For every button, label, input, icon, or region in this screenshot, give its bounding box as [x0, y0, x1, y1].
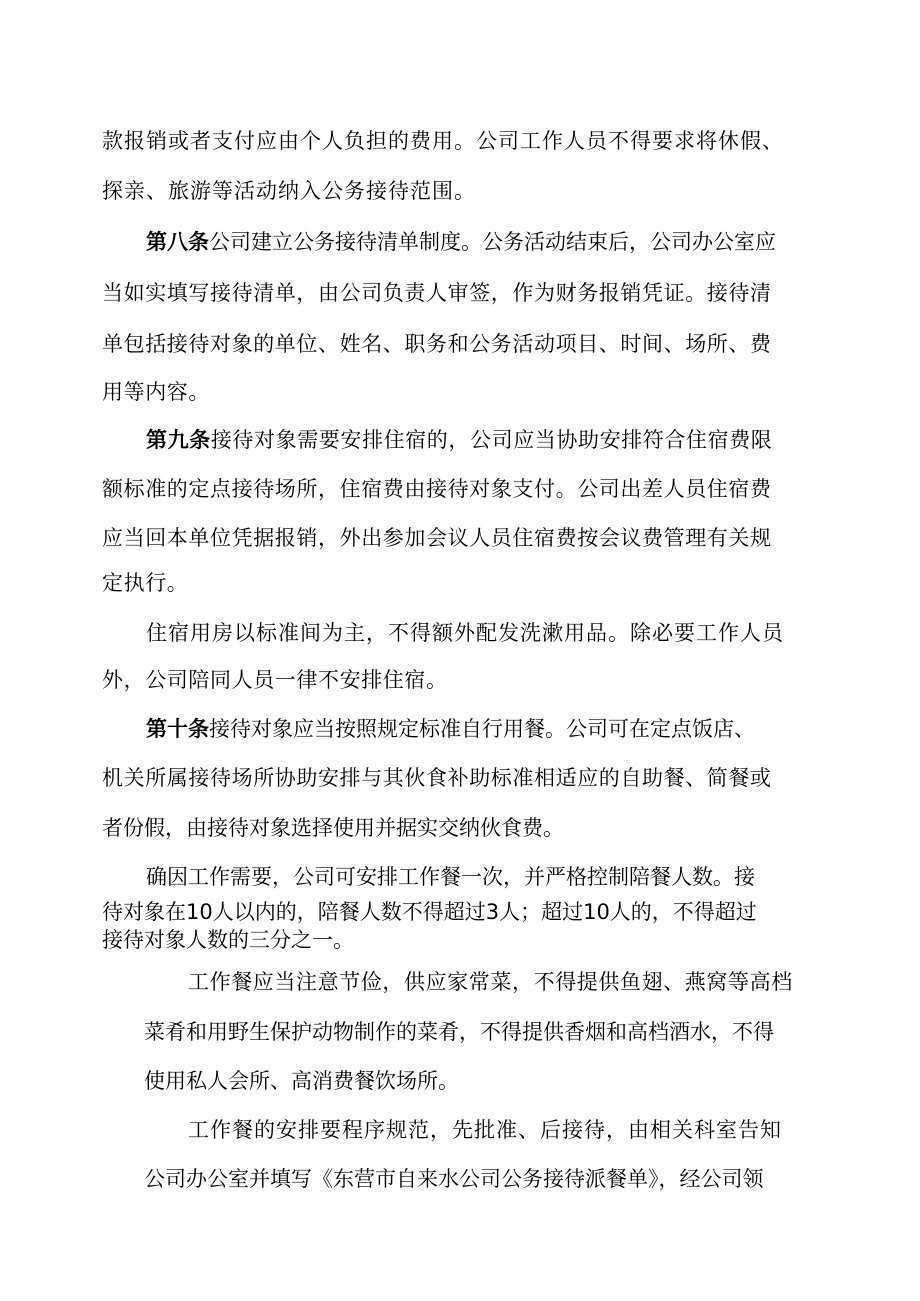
text-line	[102, 279, 772, 307]
article-heading: 第八条	[146, 230, 209, 254]
text-line	[102, 378, 210, 406]
line-text: 工作餐的安排要程序规范，先批准、后接待，由相关科室告知	[188, 1118, 782, 1142]
text-line	[144, 1165, 764, 1193]
text-line	[102, 569, 188, 597]
text-line	[146, 619, 784, 647]
article-8-line	[146, 228, 776, 256]
line-text: 者份假，由接待对象选择使用并据实交纳伙食费。	[102, 816, 564, 840]
line-text: 外，公司陪同人员一律不安排住宿。	[102, 668, 448, 692]
text-line	[102, 898, 757, 926]
line-text: 待对象在10人以内的，陪餐人数不得超过3人；超过10人的，不得超过	[102, 900, 757, 924]
text-line	[102, 127, 784, 155]
line-text: 定执行。	[102, 571, 189, 595]
line-text: 工作餐应当注意节俭，供应家常菜，不得提供鱼翅、燕窝等高档	[188, 970, 793, 994]
article-heading: 第九条	[146, 428, 211, 452]
article-10-line	[146, 715, 755, 743]
line-text: 款报销或者支付应由个人负担的费用。公司工作人员不得要求将休假、	[102, 129, 784, 153]
line-text: 接待对象需要安排住宿的，公司应当协助安排符合住宿费限	[210, 428, 773, 452]
text-line	[188, 968, 793, 996]
line-text: 接待对象应当按照规定标准自行用餐。公司可在定点饭店、	[209, 717, 755, 741]
line-text: 用等内容。	[102, 380, 210, 404]
text-line	[144, 1018, 774, 1046]
line-text: 额标准的定点接待场所，住宿费由接待对象支付。公司出差人员住宿费	[102, 477, 772, 501]
line-text: 使用私人会所、高消费餐饮场所。	[144, 1069, 459, 1093]
line-text: 当如实填写接待清单，由公司负责人审签，作为财务报销凭证。接待清	[102, 281, 772, 305]
text-line	[188, 1116, 782, 1144]
text-line	[146, 863, 755, 891]
article-9-line	[146, 426, 772, 454]
line-text: 菜肴和用野生保护动物制作的菜肴，不得提供香烟和高档酒水，不得	[144, 1020, 774, 1044]
text-line	[102, 764, 772, 792]
article-heading: 第十条	[146, 717, 209, 741]
line-text: 公司建立公务接待清单制度。公务活动结束后，公司办公室应	[209, 230, 776, 254]
line-text: 单包括接待对象的单位、姓名、职务和公务活动项目、时间、场所、费	[102, 332, 772, 356]
line-text: 机关所属接待场所协助安排与其伙食补助标准相适应的自助餐、简餐或	[102, 766, 772, 790]
text-line	[144, 1067, 459, 1095]
text-line	[102, 330, 772, 358]
text-line	[102, 524, 772, 552]
text-line	[102, 475, 772, 503]
line-text: 住宿用房以标准间为主，不得额外配发洗漱用品。除必要工作人员	[146, 621, 784, 645]
text-line	[102, 666, 448, 694]
line-text: 探亲、旅游等活动纳入公务接待范围。	[102, 179, 476, 203]
text-line	[102, 814, 564, 842]
text-line	[102, 177, 476, 205]
line-text: 公司办公室并填写《东营市自来水公司公务接待派餐单》，经公司领	[144, 1167, 764, 1191]
line-text: 确因工作需要，公司可安排工作餐一次，并严格控制陪餐人数。接	[146, 865, 755, 889]
line-text: 接待对象人数的三分之一。	[102, 928, 354, 952]
line-text: 应当回本单位凭据报销，外出参加会议人员住宿费按会议费管理有关规	[102, 526, 772, 550]
text-line	[102, 926, 354, 954]
